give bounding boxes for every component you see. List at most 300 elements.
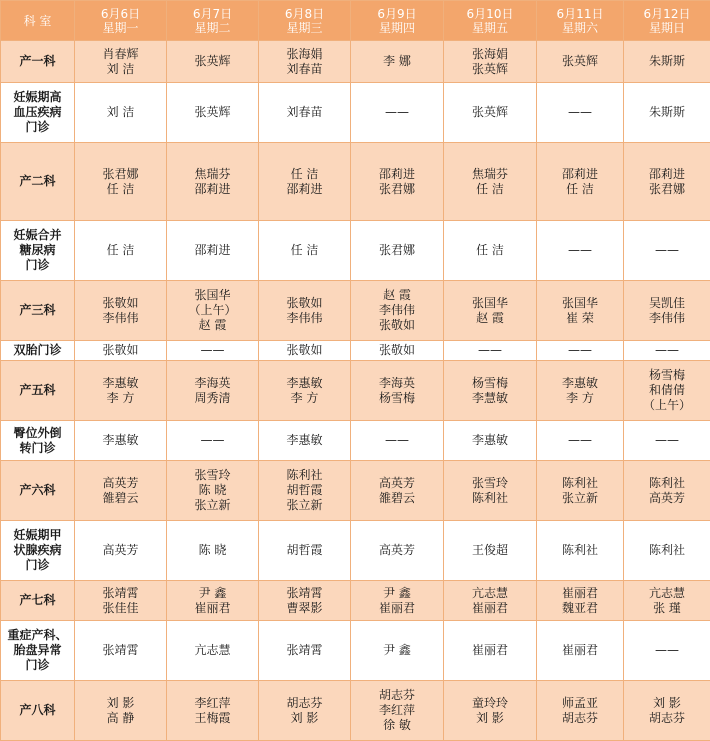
- doctor-name: ——: [351, 433, 443, 448]
- doctor-name: 高英芳: [624, 491, 710, 506]
- doctor-name: 朱斯斯: [624, 105, 710, 120]
- table-row: [1, 281, 710, 341]
- department-label: 产五科: [1, 383, 74, 398]
- department-cell: [1, 581, 75, 621]
- department-label: 血压疾病: [1, 105, 74, 120]
- department-cell: [1, 341, 75, 361]
- doctor-name: 张君娜: [351, 182, 443, 197]
- schedule-cell: [75, 621, 167, 681]
- doctor-name: 胡哲霞: [259, 543, 350, 558]
- doctor-name: 和倩倩: [624, 383, 710, 398]
- schedule-cell: [537, 41, 624, 83]
- doctor-name: 高英芳: [75, 476, 166, 491]
- schedule-cell: [351, 361, 444, 421]
- doctor-name: 陈 晓: [167, 483, 258, 498]
- schedule-cell: [444, 521, 537, 581]
- schedule-cell: [75, 521, 167, 581]
- table-row: [1, 421, 710, 461]
- doctor-name: 童玲玲: [444, 696, 536, 711]
- schedule-cell: [259, 461, 351, 521]
- doctor-name: 张敬如: [259, 343, 350, 358]
- header-date: 6月7日: [167, 7, 258, 21]
- schedule-cell: [75, 361, 167, 421]
- header-date: 6月11日: [537, 7, 623, 21]
- doctor-name: ——: [537, 105, 623, 120]
- table-row: [1, 621, 710, 681]
- doctor-name: 张敬如: [259, 296, 350, 311]
- header-day: [444, 1, 537, 41]
- department-label: 门诊: [1, 658, 74, 673]
- department-cell: [1, 621, 75, 681]
- doctor-name: 张英辉: [537, 54, 623, 69]
- doctor-name: 张雪玲: [167, 468, 258, 483]
- schedule-cell: [537, 221, 624, 281]
- schedule-cell: [75, 461, 167, 521]
- schedule-cell: [167, 521, 259, 581]
- schedule-cell: [351, 521, 444, 581]
- schedule-cell: [167, 143, 259, 221]
- schedule-cell: [624, 83, 710, 143]
- schedule-cell: [75, 341, 167, 361]
- doctor-name: 张立新: [537, 491, 623, 506]
- doctor-name: 杨雪梅: [351, 391, 443, 406]
- department-label: 妊娠合并: [1, 228, 74, 243]
- doctor-name: 尹 鑫: [351, 643, 443, 658]
- department-label: 重症产科、: [1, 628, 74, 643]
- doctor-name: 胡志芬: [537, 711, 623, 726]
- schedule-cell: [624, 361, 710, 421]
- schedule-cell: [259, 681, 351, 741]
- schedule-cell: [444, 41, 537, 83]
- doctor-name: 亢志慧: [167, 643, 258, 658]
- doctor-name: （上午）: [624, 398, 710, 413]
- schedule-cell: [167, 361, 259, 421]
- department-cell: [1, 521, 75, 581]
- schedule-cell: [537, 83, 624, 143]
- schedule-cell: [444, 83, 537, 143]
- doctor-name: 崔丽君: [444, 601, 536, 616]
- doctor-name: 李伟伟: [351, 303, 443, 318]
- department-label: 产八科: [1, 703, 74, 718]
- department-label: 产三科: [1, 303, 74, 318]
- schedule-cell: [75, 281, 167, 341]
- doctor-name: 陈利社: [537, 543, 623, 558]
- schedule-cell: [167, 421, 259, 461]
- doctor-name: 陈利社: [259, 468, 350, 483]
- doctor-name: 张敬如: [75, 296, 166, 311]
- table-row: [1, 361, 710, 421]
- schedule-cell: [75, 83, 167, 143]
- schedule-cell: [624, 681, 710, 741]
- doctor-name: 李红萍: [351, 703, 443, 718]
- department-cell: [1, 221, 75, 281]
- doctor-name: 张英辉: [167, 54, 258, 69]
- department-cell: [1, 143, 75, 221]
- doctor-name: （上午）: [167, 303, 258, 318]
- schedule-cell: [259, 421, 351, 461]
- doctor-name: 张海娟: [444, 47, 536, 62]
- doctor-name: 李惠敏: [537, 376, 623, 391]
- schedule-cell: [537, 581, 624, 621]
- doctor-name: 李惠敏: [444, 433, 536, 448]
- doctor-name: 邵莉进: [624, 167, 710, 182]
- doctor-name: 刘春苗: [259, 105, 350, 120]
- schedule-cell: [537, 521, 624, 581]
- schedule-cell: [537, 341, 624, 361]
- table-row: [1, 41, 710, 83]
- header-day: [624, 1, 710, 41]
- doctor-name: ——: [167, 433, 258, 448]
- header-weekday: 星期四: [351, 21, 443, 35]
- department-cell: [1, 83, 75, 143]
- header-weekday: 星期日: [624, 21, 710, 35]
- doctor-name: 张敬如: [75, 343, 166, 358]
- header-day: [537, 1, 624, 41]
- doctor-name: 刘 影: [444, 711, 536, 726]
- doctor-name: 肖春辉: [75, 47, 166, 62]
- schedule-cell: [259, 281, 351, 341]
- doctor-name: 邵莉进: [351, 167, 443, 182]
- doctor-name: 任 洁: [444, 182, 536, 197]
- header-date: 6月9日: [351, 7, 443, 21]
- doctor-name: 李伟伟: [259, 311, 350, 326]
- doctor-name: ——: [624, 343, 710, 358]
- schedule-cell: [537, 421, 624, 461]
- doctor-name: ——: [167, 343, 258, 358]
- header-weekday: 星期一: [75, 21, 166, 35]
- schedule-cell: [624, 621, 710, 681]
- doctor-name: 刘 影: [75, 696, 166, 711]
- doctor-name: 邵莉进: [537, 167, 623, 182]
- schedule-cell: [167, 621, 259, 681]
- header-weekday: 星期六: [537, 21, 623, 35]
- doctor-name: 李惠敏: [75, 376, 166, 391]
- doctor-name: 张国华: [537, 296, 623, 311]
- table-row: [1, 681, 710, 741]
- schedule-cell: [444, 341, 537, 361]
- doctor-name: ——: [537, 243, 623, 258]
- doctor-name: 刘 影: [259, 711, 350, 726]
- doctor-name: 张靖霄: [259, 586, 350, 601]
- header-corner: 科 室: [1, 1, 75, 41]
- doctor-name: 张靖霄: [259, 643, 350, 658]
- schedule-cell: [444, 143, 537, 221]
- schedule-cell: [624, 221, 710, 281]
- schedule-body: [1, 41, 710, 741]
- department-cell: [1, 461, 75, 521]
- doctor-name: 高英芳: [351, 476, 443, 491]
- schedule-cell: [75, 681, 167, 741]
- header-weekday: 星期二: [167, 21, 258, 35]
- schedule-cell: [351, 461, 444, 521]
- doctor-name: 雒碧云: [351, 491, 443, 506]
- department-label: 糖尿病: [1, 243, 74, 258]
- schedule-cell: [444, 221, 537, 281]
- doctor-name: 李伟伟: [75, 311, 166, 326]
- schedule-cell: [351, 143, 444, 221]
- doctor-name: 胡志芬: [259, 696, 350, 711]
- doctor-name: 焦瑞芬: [444, 167, 536, 182]
- table-row: [1, 461, 710, 521]
- schedule-cell: [624, 143, 710, 221]
- doctor-name: 任 洁: [75, 182, 166, 197]
- header-day: [259, 1, 351, 41]
- schedule-cell: [444, 621, 537, 681]
- doctor-name: 高 静: [75, 711, 166, 726]
- doctor-name: 朱斯斯: [624, 54, 710, 69]
- schedule-cell: [259, 521, 351, 581]
- schedule-cell: [624, 521, 710, 581]
- department-label: 门诊: [1, 558, 74, 573]
- doctor-name: 李 方: [75, 391, 166, 406]
- doctor-name: 任 洁: [75, 243, 166, 258]
- doctor-name: 张敬如: [351, 318, 443, 333]
- doctor-name: 杨雪梅: [444, 376, 536, 391]
- schedule-cell: [351, 41, 444, 83]
- doctor-name: 邵莉进: [167, 182, 258, 197]
- doctor-name: 陈利社: [444, 491, 536, 506]
- schedule-cell: [444, 281, 537, 341]
- department-cell: [1, 41, 75, 83]
- doctor-name: 王俊超: [444, 543, 536, 558]
- department-cell: [1, 681, 75, 741]
- schedule-cell: [624, 281, 710, 341]
- schedule-cell: [444, 461, 537, 521]
- department-cell: [1, 421, 75, 461]
- table-row: [1, 521, 710, 581]
- table-row: [1, 581, 710, 621]
- doctor-name: 曹翠影: [259, 601, 350, 616]
- doctor-name: 李 娜: [351, 54, 443, 69]
- schedule-cell: [167, 341, 259, 361]
- department-label: 臀位外倒: [1, 426, 74, 441]
- schedule-cell: [537, 281, 624, 341]
- doctor-name: 张靖霄: [75, 586, 166, 601]
- doctor-name: 李惠敏: [259, 433, 350, 448]
- doctor-name: 李惠敏: [259, 376, 350, 391]
- schedule-cell: [444, 581, 537, 621]
- doctor-name: 任 洁: [259, 167, 350, 182]
- doctor-name: 李海英: [351, 376, 443, 391]
- doctor-name: 亢志慧: [444, 586, 536, 601]
- doctor-name: ——: [624, 243, 710, 258]
- schedule-cell: [351, 281, 444, 341]
- schedule-cell: [167, 281, 259, 341]
- doctor-name: 胡哲霞: [259, 483, 350, 498]
- doctor-name: 赵 霞: [167, 318, 258, 333]
- doctor-name: ——: [624, 433, 710, 448]
- doctor-name: 刘 洁: [75, 105, 166, 120]
- header-day: [75, 1, 167, 41]
- doctor-name: 崔丽君: [537, 586, 623, 601]
- doctor-name: 李慧敏: [444, 391, 536, 406]
- schedule-cell: [259, 41, 351, 83]
- doctor-name: 崔丽君: [444, 643, 536, 658]
- doctor-name: 魏亚君: [537, 601, 623, 616]
- schedule-cell: [537, 681, 624, 741]
- schedule-cell: [624, 421, 710, 461]
- doctor-name: 高英芳: [351, 543, 443, 558]
- doctor-name: 杨雪梅: [624, 368, 710, 383]
- doctor-name: 雒碧云: [75, 491, 166, 506]
- table-row: [1, 83, 710, 143]
- schedule-cell: [259, 143, 351, 221]
- schedule-cell: [351, 681, 444, 741]
- schedule-cell: [351, 421, 444, 461]
- schedule-cell: [259, 221, 351, 281]
- schedule-cell: [444, 421, 537, 461]
- schedule-cell: [167, 83, 259, 143]
- header-weekday: 星期五: [444, 21, 536, 35]
- doctor-name: 徐 敏: [351, 718, 443, 733]
- doctor-name: 师孟亚: [537, 696, 623, 711]
- doctor-name: 李伟伟: [624, 311, 710, 326]
- schedule-cell: [75, 41, 167, 83]
- schedule-cell: [259, 361, 351, 421]
- schedule-cell: [75, 581, 167, 621]
- table-row: [1, 143, 710, 221]
- schedule-cell: [624, 461, 710, 521]
- schedule-cell: [259, 341, 351, 361]
- doctor-name: 张英辉: [444, 62, 536, 77]
- schedule-cell: [259, 621, 351, 681]
- doctor-name: 张敬如: [351, 343, 443, 358]
- doctor-name: 张君娜: [351, 243, 443, 258]
- schedule-cell: [444, 361, 537, 421]
- doctor-name: 刘 影: [624, 696, 710, 711]
- doctor-name: 王梅霞: [167, 711, 258, 726]
- schedule-cell: [167, 461, 259, 521]
- schedule-cell: [624, 41, 710, 83]
- doctor-name: 任 洁: [259, 243, 350, 258]
- department-label: 产六科: [1, 483, 74, 498]
- doctor-name: 李 方: [259, 391, 350, 406]
- department-label: 双胎门诊: [1, 343, 74, 358]
- doctor-name: 崔丽君: [351, 601, 443, 616]
- schedule-cell: [259, 581, 351, 621]
- schedule-cell: [537, 461, 624, 521]
- department-label: 妊娠期高: [1, 90, 74, 105]
- schedule-cell: [624, 581, 710, 621]
- doctor-name: 张国华: [167, 288, 258, 303]
- doctor-name: 张海娟: [259, 47, 350, 62]
- doctor-name: 胡志芬: [624, 711, 710, 726]
- schedule-cell: [351, 621, 444, 681]
- doctor-name: 崔丽君: [167, 601, 258, 616]
- schedule-cell: [624, 341, 710, 361]
- doctor-name: 陈 晓: [167, 543, 258, 558]
- department-label: 产七科: [1, 593, 74, 608]
- schedule-cell: [167, 41, 259, 83]
- doctor-name: 张君娜: [75, 167, 166, 182]
- doctor-name: 胡志芬: [351, 688, 443, 703]
- table-row: [1, 221, 710, 281]
- header-date: 6月10日: [444, 7, 536, 21]
- doctor-name: 陈利社: [624, 543, 710, 558]
- doctor-name: 李海英: [167, 376, 258, 391]
- department-cell: [1, 281, 75, 341]
- doctor-name: 陈利社: [537, 476, 623, 491]
- schedule-cell: [259, 83, 351, 143]
- doctor-name: 张 瑾: [624, 601, 710, 616]
- doctor-name: 高英芳: [75, 543, 166, 558]
- doctor-name: 任 洁: [537, 182, 623, 197]
- doctor-name: 崔丽君: [537, 643, 623, 658]
- doctor-name: 任 洁: [444, 243, 536, 258]
- schedule-cell: [75, 421, 167, 461]
- doctor-name: 赵 霞: [444, 311, 536, 326]
- doctor-name: 李惠敏: [75, 433, 166, 448]
- doctor-name: 赵 霞: [351, 288, 443, 303]
- department-label: 转门诊: [1, 441, 74, 456]
- schedule-cell: [167, 681, 259, 741]
- doctor-name: 焦瑞芬: [167, 167, 258, 182]
- doctor-name: 刘春苗: [259, 62, 350, 77]
- header-row: [1, 1, 710, 41]
- table-row: [1, 341, 710, 361]
- schedule-cell: [167, 581, 259, 621]
- department-label: 产一科: [1, 54, 74, 69]
- doctor-name: 李 方: [537, 391, 623, 406]
- schedule-cell: [351, 341, 444, 361]
- doctor-name: 李红萍: [167, 696, 258, 711]
- doctor-name: 尹 鑫: [351, 586, 443, 601]
- doctor-name: 张英辉: [444, 105, 536, 120]
- department-label: 产二科: [1, 174, 74, 189]
- doctor-name: 张君娜: [624, 182, 710, 197]
- schedule-cell: [444, 681, 537, 741]
- doctor-name: 张佳佳: [75, 601, 166, 616]
- header-weekday: 星期三: [259, 21, 350, 35]
- doctor-name: 陈利社: [624, 476, 710, 491]
- doctor-name: 张立新: [259, 498, 350, 513]
- department-label: 胎盘异常: [1, 643, 74, 658]
- doctor-name: ——: [444, 343, 536, 358]
- doctor-name: 张立新: [167, 498, 258, 513]
- schedule-cell: [537, 361, 624, 421]
- schedule-cell: [537, 143, 624, 221]
- doctor-name: 张雪玲: [444, 476, 536, 491]
- schedule-cell: [167, 221, 259, 281]
- department-label: 门诊: [1, 258, 74, 273]
- doctor-name: 亢志慧: [624, 586, 710, 601]
- schedule-cell: [351, 83, 444, 143]
- department-label: 状腺疾病: [1, 543, 74, 558]
- schedule-cell: [75, 221, 167, 281]
- header-date: 6月12日: [624, 7, 710, 21]
- schedule-cell: [75, 143, 167, 221]
- department-cell: [1, 361, 75, 421]
- doctor-name: ——: [537, 433, 623, 448]
- doctor-name: 邵莉进: [167, 243, 258, 258]
- schedule-cell: [351, 221, 444, 281]
- schedule-cell: [537, 621, 624, 681]
- doctor-name: 张英辉: [167, 105, 258, 120]
- doctor-name: ——: [537, 343, 623, 358]
- header-date: 6月8日: [259, 7, 350, 21]
- header-day: [167, 1, 259, 41]
- doctor-name: 尹 鑫: [167, 586, 258, 601]
- doctor-name: 刘 洁: [75, 62, 166, 77]
- doctor-name: 邵莉进: [259, 182, 350, 197]
- doctor-name: 张靖霄: [75, 643, 166, 658]
- schedule-cell: [351, 581, 444, 621]
- doctor-name: 周秀清: [167, 391, 258, 406]
- header-date: 6月6日: [75, 7, 166, 21]
- doctor-name: 吴凯佳: [624, 296, 710, 311]
- doctor-name: ——: [624, 643, 710, 658]
- doctor-name: 张国华: [444, 296, 536, 311]
